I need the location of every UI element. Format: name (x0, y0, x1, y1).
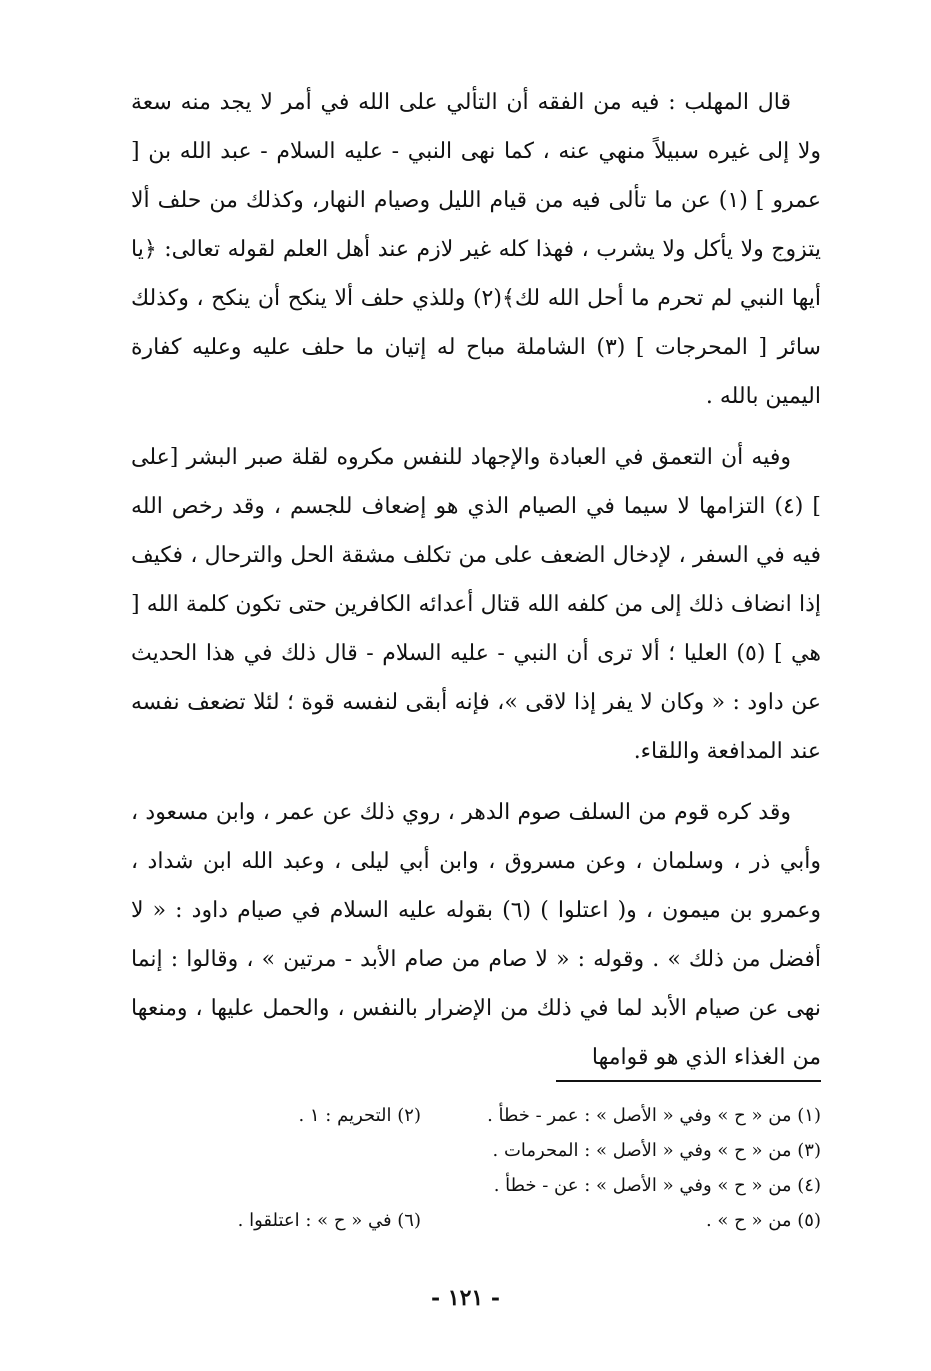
page-number: - ١٢١ - (430, 1285, 501, 1311)
footnote-row-1 (131, 1098, 821, 1133)
footnote-5: (٥) من « ح » . (705, 1210, 821, 1231)
paragraph-3 (131, 788, 821, 1082)
footnote-2: (٢) التحريم : ١ . (298, 1105, 421, 1126)
footnote-6: (٦) في « ح » : اعتلقوا . (237, 1210, 421, 1231)
footnote-row-4 (131, 1203, 821, 1238)
footnote-row-2 (131, 1133, 821, 1168)
footnote-row-3 (131, 1168, 821, 1203)
footnote-3: (٣) من « ح » وفي « الأصل » : المحرمات . (492, 1140, 821, 1161)
paragraph-2-text: وفيه أن التعمق في العبادة والإجهاد للنفس مكروه لقلة صبر البشر [على ] (٤) التزامها لا سيما في الصيام الذي هو إضعاف للجسم ، وقد رخص الله فيه في السفر ، لإدخال الضعف على من تكلف مشقة الحل والترحال ، فكيف إذا انضاف ذلك إلى من كلفه الله قتال أعدائه الكافرين حتى تكون كلمة الله [ هي ] (٥) العليا ؛ ألا ترى أن النبي - عليه السلام - قال ذلك في هذا الحديث عن داود : « وكان لا يفر إذا لاقى »، فإنه أبقى لنفسه قوة ؛ لئلا تضعف نفسه عند المدافعة واللقاء. (131, 445, 821, 764)
main-text (131, 78, 821, 1082)
footnote-4: (٤) من « ح » وفي « الأصل » : عن - خطأ . (493, 1175, 821, 1196)
footnotes (131, 1098, 821, 1238)
paragraph-1 (131, 78, 821, 421)
paragraph-1-text: قال المهلب : فيه من الفقه أن التألي على الله في أمر لا يجد منه سعة ولا إلى غيره سبيلاً منهي عنه ، كما نهى النبي - عليه السلام - عبد الله بن [ عمرو ] (١) عن ما تألى فيه من قيام الليل وصيام النهار، وكذلك من حلف ألا يتزوج ولا يأكل ولا يشرب ، فهذا كله غير لازم عند أهل العلم لقوله تعالى: ﴿يا أيها النبي لم تحرم ما أحل الله لك﴾(٢) وللذي حلف ألا ينكح أن ينكح ، وكذلك سائر [ المحرجات ] (٣) الشاملة مباح له إتيان ما حلف عليه وعليه كفارة اليمين بالله . (131, 90, 822, 409)
paragraph-2 (131, 433, 821, 776)
paragraph-3-text: وقد كره قوم من السلف صوم الدهر ، روي ذلك عن عمر ، وابن مسعود ، وأبي ذر ، وسلمان ، وعن مسروق ، وابن أبي ليلى ، وعبد الله ابن شداد ، وعمرو بن ميمون ، و( اعتلوا ) (٦) بقوله عليه السلام في صيام داود : « لا أفضل من ذلك » . وقوله : « لا صام من صام الأبد - مرتين » ، وقالوا : إنما نهى عن صيام الأبد لما في ذلك من الإضرار بالنفس ، والحمل عليها ، ومنعها من الغذاء الذي هو قوامها (131, 800, 821, 1070)
footnote-separator (556, 1080, 821, 1082)
footnote-1: (١) من « ح » وفي « الأصل » : عمر - خطأ . (487, 1105, 821, 1126)
